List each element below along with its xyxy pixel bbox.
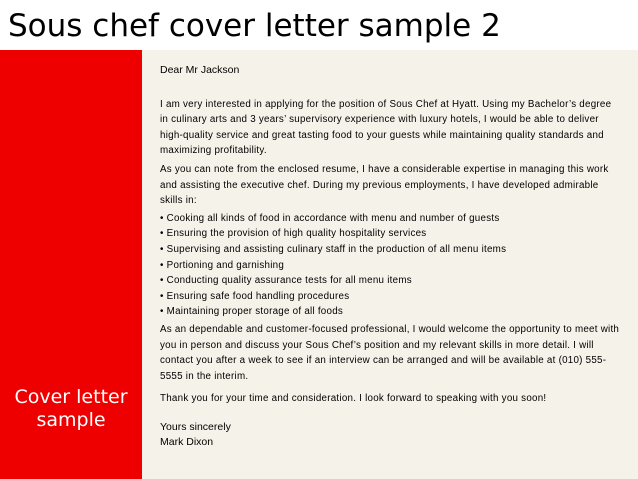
skill-item: • Maintaining proper storage of all foods [160, 304, 620, 320]
paragraph-interview: As an dependable and customer-focused professional, I would welcome the opportunity to meet with you in person and discuss your Sous Chef’s position and my relevant skills in more detail. I will contact you after a week to see if an interview can be arranged and will be available at (010) 555-5555 in the interim. [160, 323, 620, 382]
skill-item: • Ensuring the provision of high quality hospitality services [160, 226, 620, 242]
skill-item: • Cooking all kinds of food in accordance with menu and number of guests [160, 211, 620, 227]
thank-you-line: Thank you for your time and consideration. I look forward to speaking with you soon! [160, 393, 547, 405]
side-label [0, 386, 142, 432]
paragraph-intro: I am very interested in applying for the position of Sous Chef at Hyatt. Using my Bachelor’s degree in culinary arts and 3 years’ supervisory experience with luxury hotels, I would be able to deliver high-quality service and great tasting food to your guests while maintaining quality standards and maximizing profitability. [160, 98, 612, 157]
skill-item: • Ensuring safe food handling procedures [160, 289, 620, 305]
skill-item: • Portioning and garnishing [160, 258, 620, 274]
side-label-line-1: Cover letter [14, 386, 128, 408]
slide-title: Sous chef cover letter sample 2 [8, 8, 501, 44]
cover-letter-body [160, 63, 620, 451]
paragraph-experience: As you can note from the enclosed resume, I have a considerable expertise in managing this work and assisting the executive chef. During my previous employments, I have developed admirable skills in: [160, 163, 609, 207]
closing: Yours sincerely [160, 420, 231, 433]
signature-name: Mark Dixon [160, 436, 214, 449]
side-label-line-2: sample [36, 409, 106, 431]
skills-list [160, 211, 620, 320]
skill-item: • Supervising and assisting culinary staff in the production of all menu items [160, 242, 620, 258]
skill-item: • Conducting quality assurance tests for all menu items [160, 273, 620, 289]
salutation: Dear Mr Jackson [160, 64, 240, 76]
